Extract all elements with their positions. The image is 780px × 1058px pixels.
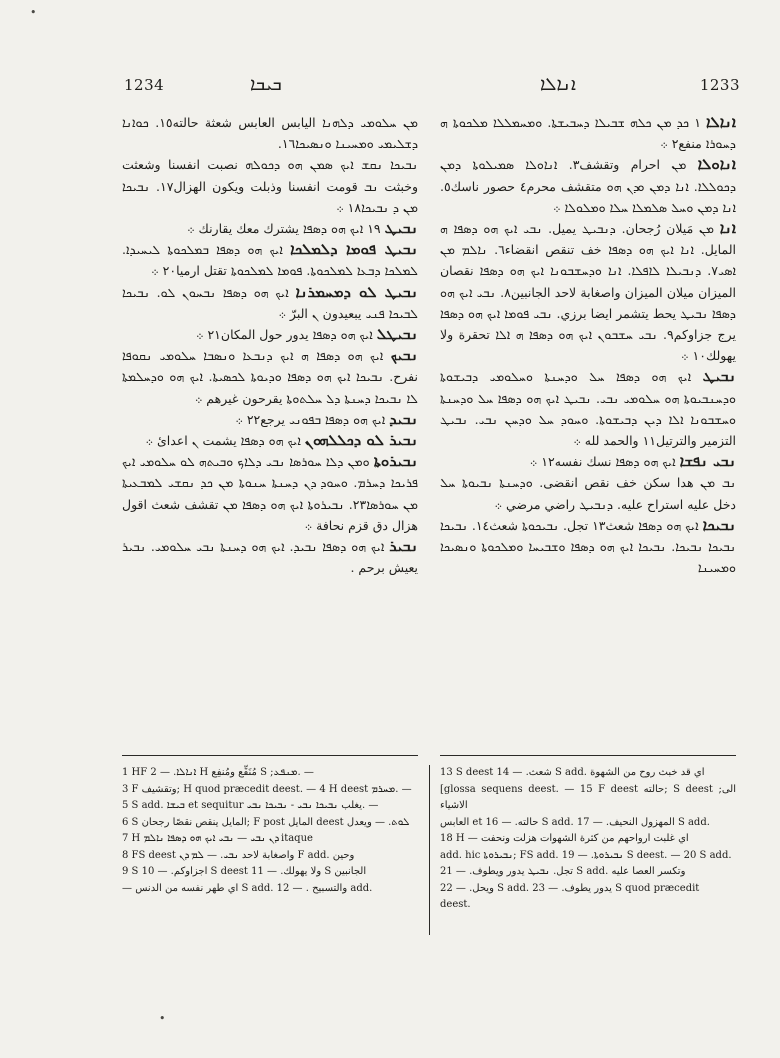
footnote-column-divider xyxy=(429,765,430,935)
lexicon-entry xyxy=(122,536,418,578)
entry-text: ܐܝܟ ܗܘ ܕܣܦܐ ܢܒܝܕ. ܐܝܟ ܗܘ ܕܚܢܬܐ ܢܒܝ ܚܠܘܡܝ. ܢܒܝܪ يعيش برحم . xyxy=(122,539,418,576)
right-page-header xyxy=(440,74,740,100)
footnote-line: 3 F وتقشيف; H quod præcedit deest. — 4 H deest ܡܚܪܡ. — xyxy=(122,783,412,795)
lexicon-entry xyxy=(122,345,418,409)
footnote-line: 18 H — اي غلبت ارواحهم من كثرة الشهوات هزلت ونحفت xyxy=(440,833,689,844)
footnote-line: العابس et حالته. — 16 S add. المهزول النحيف. — 17 S add. xyxy=(440,816,710,828)
entry-text: ܢܒܝܟܐ ܢܩܫ ܐܝܟ ܣܡܢ ܗܘ ܕܟܘܠܗ نصبت انفسنا وشعثت وخبثت ܢܒ قومت انفسنا وذبلت ويكون الهزال١٧. ܢܒܝܟܐ ܡܢ ܕ ܢܒܝܟܐ١٨ ܀ xyxy=(122,157,418,215)
entry-text: ܐܝܟ ܗܘ ܕܣܦܐ شعث١٣ تجل. ܢܒܝܟܘܬܐ شعث١٤. ܢܒܝܟܐ ܢܒܝܟܐ ܢܒܝܟܐ. ܢܒܝܟܐ ܐܝܟ ܗܘ ܕܣܦܐ ܘܫܒܝܚܐ ܘܡܠܟܘܬܐ ܘܢܣܝܟܐ ܘܡܚܝܢܐ xyxy=(440,517,736,576)
lexicon-entry xyxy=(122,430,418,451)
right-page-number: 1233 xyxy=(699,76,740,94)
footnote-line: 1 HF ܐܢܐܠܐ. — 2 H مُنَفِّع ومُنفِع S ;ܡܢܦܥ. — xyxy=(122,767,314,778)
footnote-line: ويحل. — 22 S add. يدور يطوف. — 23 S quod præcedit xyxy=(440,882,700,894)
entry-headword: ܢܒܝܪ xyxy=(389,537,418,556)
footnote-rule-right xyxy=(440,755,736,756)
entry-headword: ܢܒܝܛ xyxy=(702,367,736,386)
entry-headword: ܢܒܝܪܘܬܐ xyxy=(373,452,418,471)
footnote-line: تجل. ܢܒܝܛ يدور ويطوف. — 21 S add. وتكسر العصا عليه xyxy=(440,866,686,877)
right-text-column xyxy=(440,112,736,578)
entry-headword: ܢܒܝܛ ܦܘܡܐ ܕܠܡܠܟܐ xyxy=(290,240,418,259)
entry-headword: ܢܒܝܛܠ xyxy=(376,325,418,344)
footnote-rule-left xyxy=(122,755,418,756)
lexicon-entry xyxy=(440,218,736,366)
footnote-line: — اي طهر نفسه من الدنس S add. 12 — . والتسبيح add. xyxy=(122,882,373,894)
lexicon-entry xyxy=(440,515,736,579)
left-running-head: ܒܝܒܐ xyxy=(250,74,282,95)
margin-mark-top: • xyxy=(30,6,37,19)
entry-text: ܐܝܟ ܗܘ ܕܣܦܐ يشمت ܢ اعدائ ܀ xyxy=(145,433,301,449)
footnote-line: 5 S add. ܒܝܫܐ et sequitur يغلب ܢܒܝܟܐ ܢܒܝ - ܢܒܝܟܐ ܢܒܝ. — xyxy=(122,800,379,811)
lexicon-entry xyxy=(440,366,736,451)
left-page-header xyxy=(120,74,420,100)
entry-headword: ܢܒܝܟܐ xyxy=(702,515,736,534)
footnote-line: 8 FS deest واصغابة لاحد ܢܒܝ. — ܠܡ ܕܢ F add. وحين xyxy=(122,849,355,861)
margin-mark-bottom: • xyxy=(159,1012,166,1025)
footnote-line: deest. xyxy=(440,899,471,910)
entry-text: ܐܝܟ ܗܘ ܕܣܦܐ ܒܡܠܟܘܬܐ ܠܝܚܝܕܐ. ܠܡܠܟܐ ܕܒܥܐ ܠܡܠܟܘܬܐ. ܦܘܡܐ ܠܡܠܟܘܬܐ تقتل ارميا٢٠ ܀ xyxy=(122,242,418,279)
entry-text: ܐܝܟ ܗܘ ܕܣܦܐ ܢܒܚܘܢ ܠܘ. ܢܒܝܟܐ ܠܒܝܟܐ ܦܢܝ يبعيدون ܢ البرّ ܀ xyxy=(122,284,418,321)
entry-text: ܡܢ ܚܠܘܡܝ ܕܠܗܢܐ اليابس العابس شعثة حالته١٥. ܟܘܐܢܐ ܕܫܠܝܡܝ ܘܡܚܝܢܐ ܘܢܣܝܟܐ١٦. xyxy=(122,115,418,152)
entry-headword: ܢܒܝܛ xyxy=(384,219,418,238)
entry-headword: ܢܒܝܪ ܠܘ ܕܟܠܠܗܘܢ xyxy=(304,431,418,450)
footnote-line: 7 H ܕܢ ܢܒܝ — ܢܒܝ ܐܝܟ ܗܘ ܕܣܦܐ ܢܐܠܡ itaque xyxy=(122,833,313,844)
entry-text: ܐܝܟ ܗܘ ܕܣܦܐ ܒܦܘܢܝ يرجع٢٢ ܀ xyxy=(235,411,386,427)
entry-text: ܐܝܟ ܗܘ ܕܣܦܐ ܗ ܐܝܟ ܕܢܒܥܐ ܘܢܣܒܐ ܚܠܘܡܝ ܢܩܘܦܐ نفرح. ܢܒܝܟܐ ܐܝܟ ܗܘ ܕܣܦܐ ܘܕܝܘܬܐ ܠܟܣܝܬܐ. ܐܝܟ ܗܘ ܘܕܚܠܡܬܐ ܠܐ ܢܒܝܟܐ ܕܚܢܬܐ ܕܠ ܚܠܬܘܬܐ يقرحون غيرهم ܀ xyxy=(122,348,418,406)
entry-text: ١ ܟܕ ܡܢ ܟܠܗ ܫܒܝܠܐ ܕܚܒܝܫܬܐ. ܘܡܚܡܠܠܐ ܡܠܟܘܬܐ ܗ ܕܚܘܪܐ منفع٢ ܀ xyxy=(440,115,736,152)
entry-text: ١٩ ܐܝܟ ܗܘ ܕܣܦܐ يشترك معك يقارنك ܀ xyxy=(187,221,381,237)
footnote-line: 13 S deest شعث. — 14 S add. اي قد خبث روح من الشهوة xyxy=(440,767,705,778)
lexicon-entry xyxy=(122,154,418,218)
footnote-line: 6 S المايل ينقص نقصًا رجحان; F post المايل deest ܠܘܬ. — ويعدل xyxy=(122,816,410,828)
lexicon-entry xyxy=(440,154,736,218)
lexicon-entry xyxy=(440,472,736,514)
lexicon-entry xyxy=(122,218,418,239)
lexicon-entry xyxy=(440,451,736,472)
entry-text: ܡܢ احرام وتقشف٣. ܐܢܐܘܠܐ ܣܡܝܠܘܬܐ ܕܡܢ ܕܟܘܠܠܐ. ܐܢܐ ܕܡܢ ܘܕܢ ܗܘ متقشف محرم٤ حصور ناسك٥. ܐܢܐ ܕܡܢ ܘܚܠ ܣܠܡܠܐ ܚܠܐ ܘܡܠܘܠܐ ܀ xyxy=(440,157,736,215)
lexicon-entry xyxy=(122,112,418,154)
left-footnotes xyxy=(122,765,418,897)
entry-headword: ܢܒܝ ܢܦܫܐ xyxy=(679,452,736,471)
footnote-line: 9 S اجزاوكم. — 10 S deest ولا يهولك. — 11 S الجانبين xyxy=(122,866,367,877)
entry-headword: ܢܒܝܕ xyxy=(389,409,418,428)
left-text-column xyxy=(122,112,418,578)
lexicon-entry xyxy=(122,324,418,345)
entry-text: ܘܡܢ ܕܠܐ ܚܘܪܣܐ ܢܒܝ ܕܠܐܟ ܘܒܝܬܗ ܠܘ ܚܠܘܡܝ ܐܝܟ ܦܪܝܟܐ ܕܚܪܡ. ܘܚܘܕ ܕܢ ܕܚܢܬܐ ܚܢܘܬܐ ܡܢ ܟܕ ܢܩܫܝ ܠܡܒܥܝܬܐ ܡܢ ܚܘܪܣܐ٢٣. ܢܒܝܪܘܬܐ ܐܝܟ ܗܘ ܕܣܦܐ ܡܢ تقشف شعث اقول هزال دق قزم نحافة ܀ xyxy=(122,454,418,533)
right-running-head: ܐܢܐܠܐ xyxy=(540,74,576,95)
lexicon-entry xyxy=(122,239,418,281)
entry-headword: ܐܢܐܘܠܐ xyxy=(697,155,736,174)
footnote-line: [glossa sequens deest. — 15 F deest حالته; S deest ;الى الاشياء xyxy=(440,783,737,811)
entry-text: ܐܝܟ ܗܘ ܕܣܦܐ يدور حول المكان٢١ ܀ xyxy=(195,327,373,343)
footnote-line: add. hic ܢܒܝܪܘܬܐ; FS add. ܢܒܝܪܘܬܐ. — 19 S deest. — 20 S add. xyxy=(440,849,732,861)
lexicon-entry xyxy=(122,282,418,324)
lexicon-entry xyxy=(122,451,418,536)
entry-headword: ܐܢܐ xyxy=(719,219,737,238)
right-footnotes xyxy=(440,765,736,914)
entry-text: ܡܢ مَيلان رُجحان. ܕܢܒܝܛ يميل. ܢܒܝ ܐܝܟ ܗܘ ܕܣܦܐ ܗ المايل. ܐܢܐ ܐܝܟ ܗܘ ܕܣܦܐ خف تنقص انقضاء٦. ܢܐܠܡ ܡܢ ܐܣܝ٧. ܕܢܒܝܠܐ ܠܐܦܠܐ. ܐܢܐ ܘܕܚܫܒܘܢܐ ܐܝܟ ܗܘ ܕܣܦܐ نقصان الميزان ميلان الميزان واصغابة لاحد الجانبين٨. ܢܒܝ ܐܝܟ ܗܘ ܕܣܦܐ ܢܒܝܛ يحط يتشمر ايضا برزي. ܢܒܝ ܦܘܡܐ ܐܝܟ ܗܘ ܕܣܦܐ يرج جزاوكم٩. ܢܒܝ ܚܫܒܘܢ ܐܝܟ ܗܘ ܕܣܦܐ ܗ ܐܠܐ تحقرة ولا يهولك١٠ ܀ xyxy=(440,221,736,364)
entry-text: ܐܝܟ ܗܘ ܕܣܦܐ نسك نفسه١٢ ܀ xyxy=(529,454,676,470)
entry-headword: ܢܒܝܟ xyxy=(390,346,418,365)
entry-headword: ܢܒܝܛ ܠܘ ܕܡܚܡܪܢܐ xyxy=(295,282,419,301)
entry-text: ܐܝܟ ܗܘ ܕܣܦܐ ܚܠ ܘܕܚܢܬܐ ܘܚܠܘܡܝ ܕܒܝܫܘܬܐ ܘܕܚܢܒܝܘܬܐ ܗܘ ܚܠܘܡܝ ܢܒܝ. ܢܒܝܛ ܐܝܟ ܗܘ ܕܣܦܐ ܚܠ ܘܕܚܢܬܐ ܘܚܫܒܘܢܐ ܐܠܐ ܕܝܢ ܕܒܝܫܘܬܐ. ܘܚܘܕ ܚܠ ܘܕܚܢ ܢܒܝ. ܢܒܝܛ التزمير والترتيل١١ والحمد لله ܀ xyxy=(440,369,736,449)
entry-headword: ܐܢܐܠܐ xyxy=(706,113,736,131)
entry-text: ܢܒ ܡܢ هدا سكن خف نقص انقضى. ܘܕܚܢܬܐ ܢܒܝܘܬܐ ܚܠ دخل عليه استراح عليه. ܕܢܒܝܛ راضي مرضي ܀ xyxy=(440,475,736,512)
lexicon-entry xyxy=(122,409,418,430)
left-page-number: 1234 xyxy=(124,76,165,94)
lexicon-entry xyxy=(440,112,736,154)
